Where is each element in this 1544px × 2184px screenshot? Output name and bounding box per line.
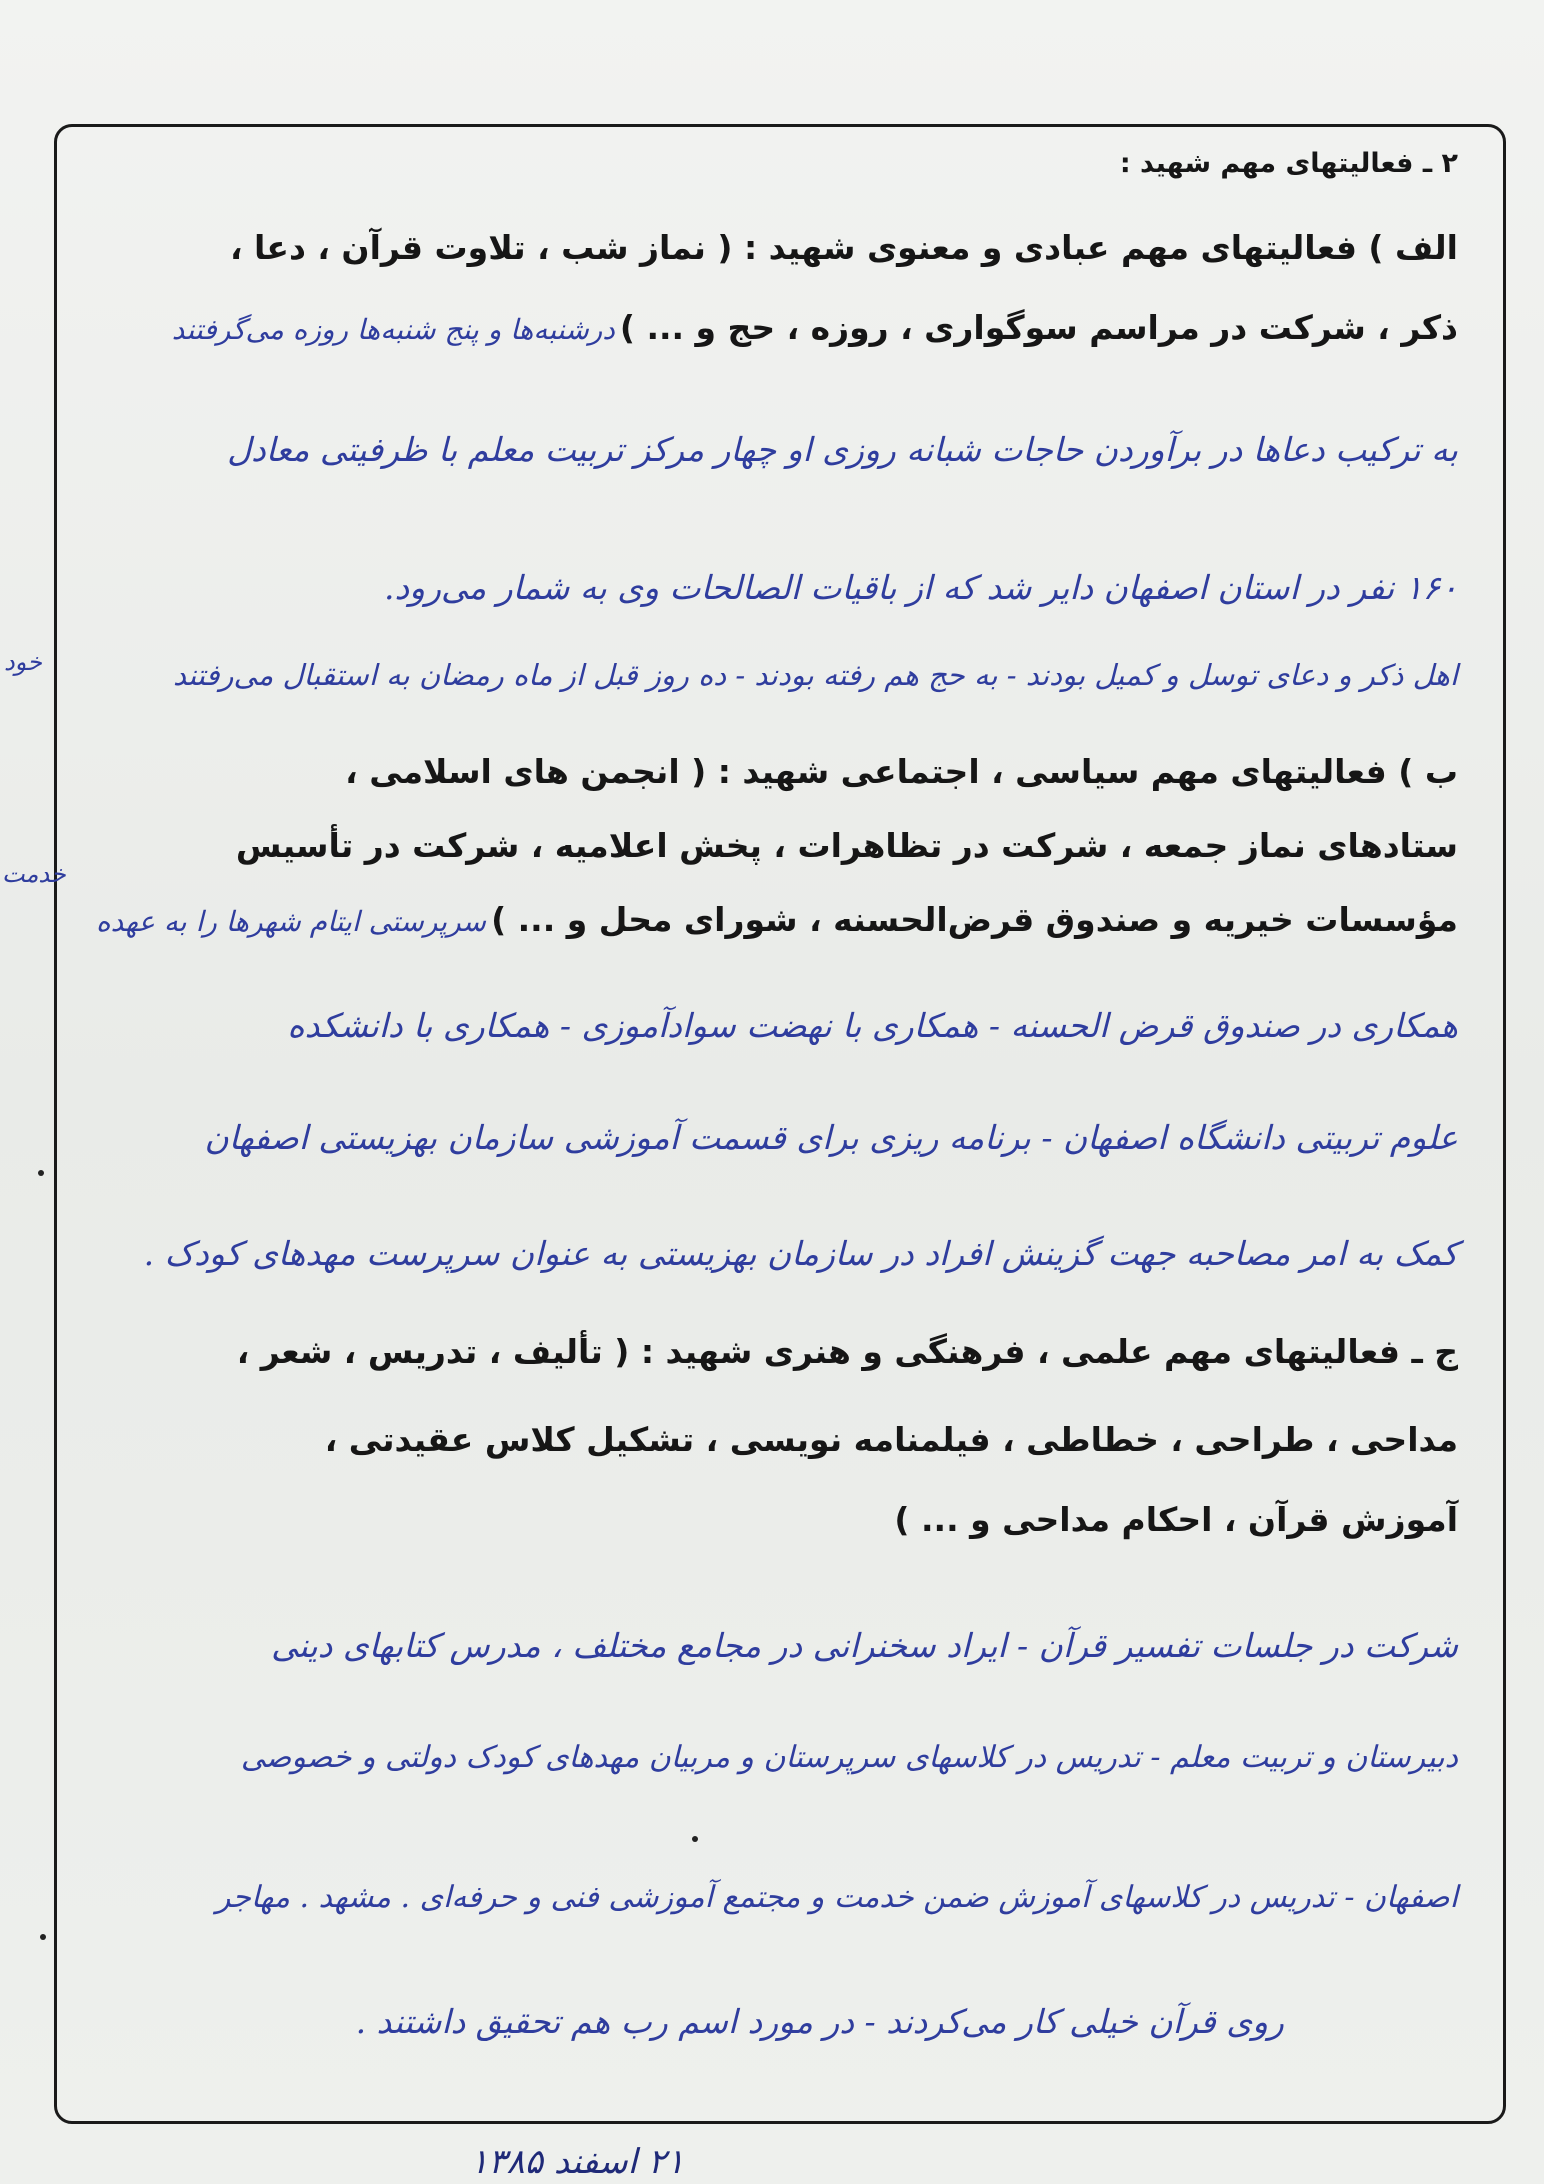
section-b-handwritten-2: علوم تربیتی دانشگاه اصفهان - برنامه ریزی برای قسمت آموزشی سازمان بهزیستی اصفهان — [204, 1118, 1458, 1157]
section-c-handwritten-2: دبیرستان و تربیت معلم - تدریس در کلاسهای سرپرستان و مربیان مهدهای کودک دولتی و خصوصی — [240, 1740, 1458, 1775]
ink-dot — [40, 1934, 46, 1940]
section-a-line-1: الف ) فعالیتهای مهم عبادی و معنوی شهید : ( نماز شب ، تلاوت قرآن ، دعا ، — [230, 228, 1458, 267]
section-a-line-2 — [172, 308, 1458, 347]
section-a-handwritten-1: به ترکیب دعاها در برآوردن حاجات شبانه روزی او چهار مرکز تربیت معلم با ظرفیتی معادل — [227, 430, 1458, 469]
section-c-line-1: ج ـ فعالیتهای مهم علمی ، فرهنگی و هنری شهید : ( تألیف ، تدریس ، شعر ، — [236, 1332, 1458, 1371]
section-b-handwritten-1: همکاری در صندوق قرض الحسنه - همکاری با نهضت سوادآموزی - همکاری با دانشکده — [287, 1006, 1458, 1045]
section-b-line-1: ب ) فعالیتهای مهم سیاسی ، اجتماعی شهید : ( انجمن های اسلامی ، — [345, 752, 1458, 791]
section-a-line-2-handwritten: درشنبه‌ها و پنج شنبه‌ها روزه می‌گرفتند — [171, 313, 615, 346]
ink-dot — [692, 1836, 698, 1842]
footer-date: ۲۱ اسفند ۱۳۸۵ — [470, 2142, 685, 2182]
ink-dot — [38, 1170, 44, 1176]
section-b-line-3-printed: مؤسسات خیریه و صندوق قرض‌الحسنه ، شورای محل و ... ) — [491, 900, 1458, 939]
section-c-handwritten-3: اصفهان - تدریس در کلاسهای آموزش ضمن خدمت و مجتمع آموزشی فنی و حرفه‌ای . مشهد . مهاجر — [215, 1880, 1458, 1915]
margin-note-top-left: خود — [4, 648, 42, 676]
section-a-handwritten-3: اهل ذکر و دعای توسل و کمیل بودند - به حج هم رفته بودند - ده روز قبل از ماه رمضان به استقبال می‌رفتند — [172, 658, 1458, 692]
section-a-handwritten-2: ۱۶۰ نفر در استان اصفهان دایر شد که از باقیات الصالحات وی به شمار می‌رود. — [383, 568, 1458, 607]
section-c-line-3: آموزش قرآن ، احکام مداحی و ... ) — [894, 1500, 1458, 1539]
section-a-line-2-printed: ذکر ، شرکت در مراسم سوگواری ، روزه ، حج و ... ) — [619, 308, 1458, 347]
section-b-line-3 — [96, 900, 1458, 939]
section-c-handwritten-4: روی قرآن خیلی کار می‌کردند - در مورد اسم رب هم تحقیق داشتند . — [355, 2002, 1284, 2041]
section-c-handwritten-1: شرکت در جلسات تفسیر قرآن - ایراد سخنرانی در مجامع مختلف ، مدرس کتابهای دینی — [271, 1626, 1458, 1665]
section-c-line-2: مداحی ، طراحی ، خطاطی ، فیلمنامه نویسی ، تشکیل کلاس عقیدتی ، — [324, 1420, 1458, 1459]
section-b-line-3-handwritten: سرپرستی ایتام شهرها را به عهده — [95, 905, 486, 938]
section-b-handwritten-3: کمک به امر مصاحبه جهت گزینش افراد در سازمان بهزیستی به عنوان سرپرست مهدهای کودک . — [143, 1234, 1458, 1273]
margin-note-mid-left: خدمت — [2, 860, 66, 888]
section-heading: ۲ ـ فعالیتهای مهم شهید : — [1119, 148, 1458, 179]
section-b-line-2: ستادهای نماز جمعه ، شرکت در تظاهرات ، پخش اعلامیه ، شرکت در تأسیس — [235, 826, 1458, 865]
